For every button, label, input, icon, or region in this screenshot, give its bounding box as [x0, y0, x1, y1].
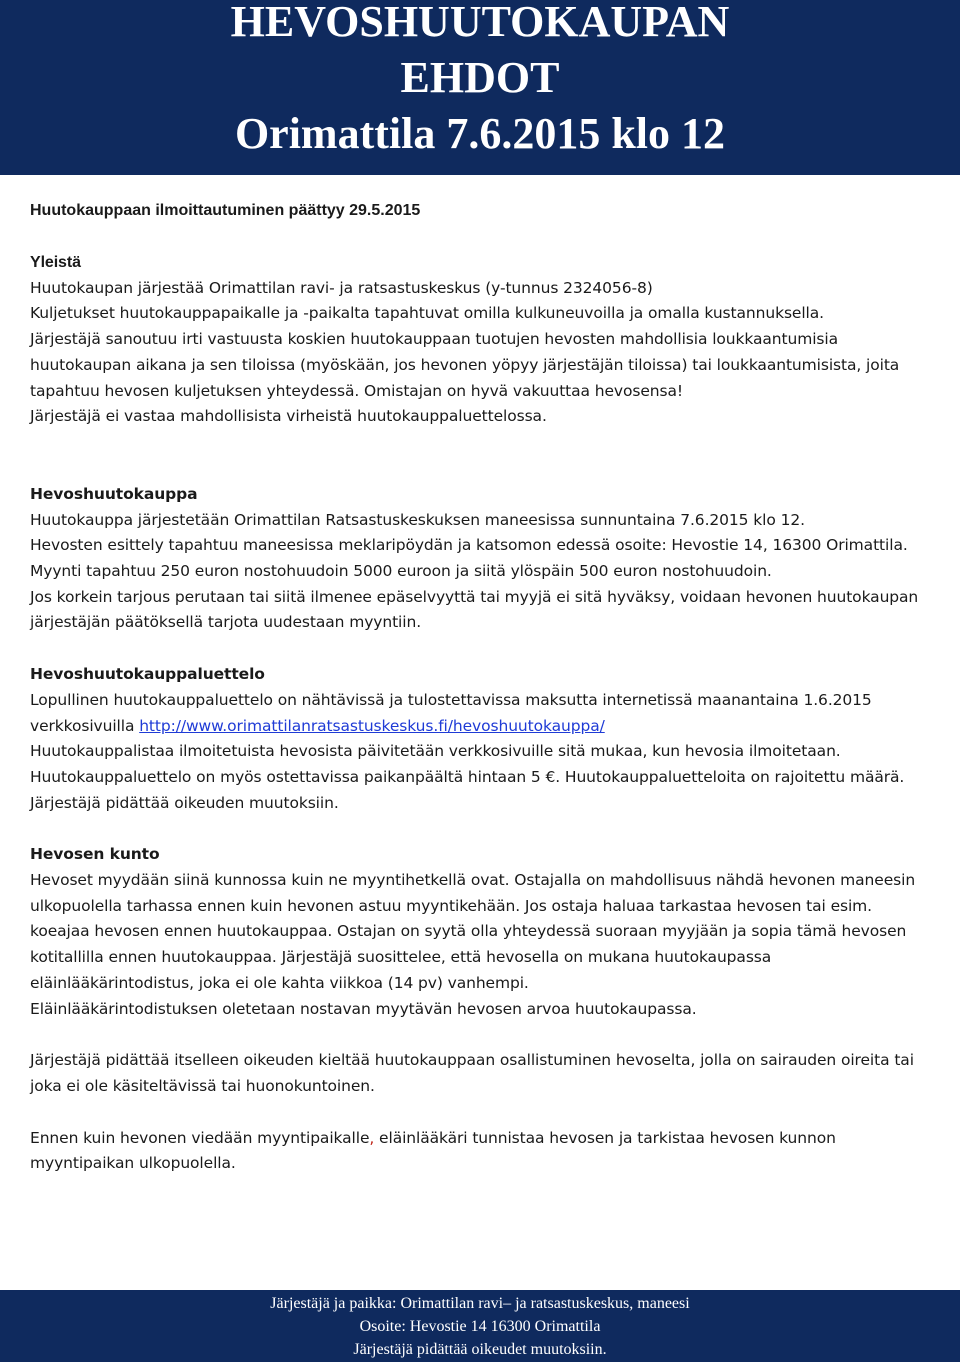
- page-title-line-1: HEVOSHUUTOKAUPAN: [230, 0, 730, 46]
- section-title-condition: Hevosen kunto: [30, 845, 160, 864]
- footer-banner: [0, 1290, 960, 1362]
- section-title-auction: Hevoshuutokauppa: [30, 484, 198, 503]
- section-title-general: Yleistä: [30, 254, 81, 271]
- auction-paragraph-2: Hevosten esittely tapahtuu maneesissa meklaripöydän ja katsomon edessä osoite: Hevostie 14, 16300 Orimattila.: [30, 536, 908, 555]
- auction-paragraph-4: Jos korkein tarjous perutaan tai siitä ilmenee epäselvyyttä tai myyjä ei sitä hyväksy, voidaan hevonen huutokaupan järjestäjän päätöksellä tarjota uudestaan myyntiin.: [30, 587, 919, 632]
- condition-paragraph-2: Eläinlääkärintodistuksen oletetaan nostavan myytävän hevosen arvoa huutokaupassa.: [30, 999, 697, 1018]
- condition-paragraph-4-end: eläinlääkäri tunnistaa hevosen ja tarkistaa hevosen kunnon myyntipaikan ulkopuolella.: [30, 1128, 836, 1173]
- catalog-paragraph-3: Huutokauppaluettelo on myös ostettavissa paikanpäältä hintaan 5 €. Huutokauppaluetteloita on rajoitettu määrä. Järjestäjä pidättää oikeuden muutoksiin.: [30, 767, 905, 812]
- auction-paragraph-1: Huutokauppa järjestetään Orimattilan Ratsastuskeskuksen maneesissa sunnuntaina 7.6.2015 klo 12.: [30, 510, 805, 529]
- general-line-2: Kuljetukset huutokauppapaikalle ja -paikalta tapahtuvat omilla kulkuneuvoilla ja omalla kustannuksella.: [30, 304, 824, 323]
- footer-address-line: Osoite: Hevostie 14 16300 Orimattila: [359, 1318, 601, 1335]
- registration-note: Huutokauppaan ilmoittautuminen päättyy 29.5.2015: [30, 202, 421, 219]
- general-paragraph-1: Järjestäjä sanoutuu irti vastuusta koskien huutokauppaan tuotujen hevosten mahdollisia loukkaantumisia huutokaupan aikana ja sen tiloissa (myöskään, jos hevonen yöpyy järjestäjän tiloissa) tai loukkaantumisista, joita tapahtuu hevosen kuljetuksen yhteydessä. Omistajan on hyvä vakuuttaa hevosensa!: [30, 330, 900, 400]
- footer-organizer-line: Järjestäjä ja paikka: Orimattilan ravi– ja ratsastuskeskus, maneesi: [270, 1295, 690, 1312]
- general-paragraph-2: Järjestäjä ei vastaa mahdollisista virheistä huutokauppaluettelossa.: [30, 407, 547, 426]
- section-title-catalog: Hevoshuutokauppaluettelo: [30, 665, 265, 684]
- footer-rights-line: Järjestäjä pidättää oikeudet muutoksiin.: [353, 1341, 607, 1358]
- catalog-paragraph-1: [30, 688, 935, 739]
- condition-paragraph-4-start: Ennen kuin hevonen viedään myyntipaikalle: [30, 1128, 370, 1147]
- document-body: [30, 250, 935, 1177]
- red-comma: ,: [369, 1128, 375, 1147]
- page-title-line-2: EHDOT: [400, 53, 560, 102]
- catalog-paragraph-1-text: Lopullinen huutokauppaluettelo on nähtävissä ja tulostettavissa maksutta internetissä maanantaina 1.6.2015 verkkosivuilla: [30, 690, 872, 735]
- condition-paragraph-3: Järjestäjä pidättää itselleen oikeuden kieltää huutokauppaan osallistuminen hevoselta, jolla on sairauden oireita tai joka ei ole käsiteltävissä tai huonokuntoinen.: [30, 1051, 914, 1095]
- condition-paragraph-4: [30, 1126, 935, 1177]
- page-title-line-3: Orimattila 7.6.2015 klo 12: [234, 109, 726, 158]
- header-banner: [0, 0, 960, 175]
- catalog-paragraph-2: Huutokauppalistaa ilmoitetuista hevosista päivitetään verkkosivuille sitä mukaa, kun hevosia ilmoitetaan.: [30, 742, 841, 761]
- general-line-1: Huutokaupan järjestää Orimattilan ravi- ja ratsastuskeskus (y-tunnus 2324056-8): [30, 278, 653, 297]
- auction-paragraph-3: Myynti tapahtuu 250 euron nostohuudoin 5000 euroon ja siitä ylöspäin 500 euron nostohuudoin.: [30, 562, 772, 581]
- catalog-website-link[interactable]: http://www.orimattilanratsastuskeskus.fi/hevoshuutokauppa/: [139, 716, 605, 735]
- condition-paragraph-1: Hevoset myydään siinä kunnossa kuin ne myyntihetkellä ovat. Ostajalla on mahdollisuus nähdä hevonen maneesin ulkopuolella tarhassa ennen kuin hevonen astuu myyntikehään. Jos ostaja haluaa tarkastaa hevosen tai esim. koeajaa hevosen ennen huutokauppaa. Ostajan on syytä olla yhteydessä suoraan myyjään ja sopia tämä hevosen kotitallilla ennen huutokauppaa. Järjestäjä suosittelee, että hevosella on mukana huutokaupassa eläinlääkärintodistus, joka ei ole kahta viikkoa (14 pv) vanhempi.: [30, 871, 916, 992]
